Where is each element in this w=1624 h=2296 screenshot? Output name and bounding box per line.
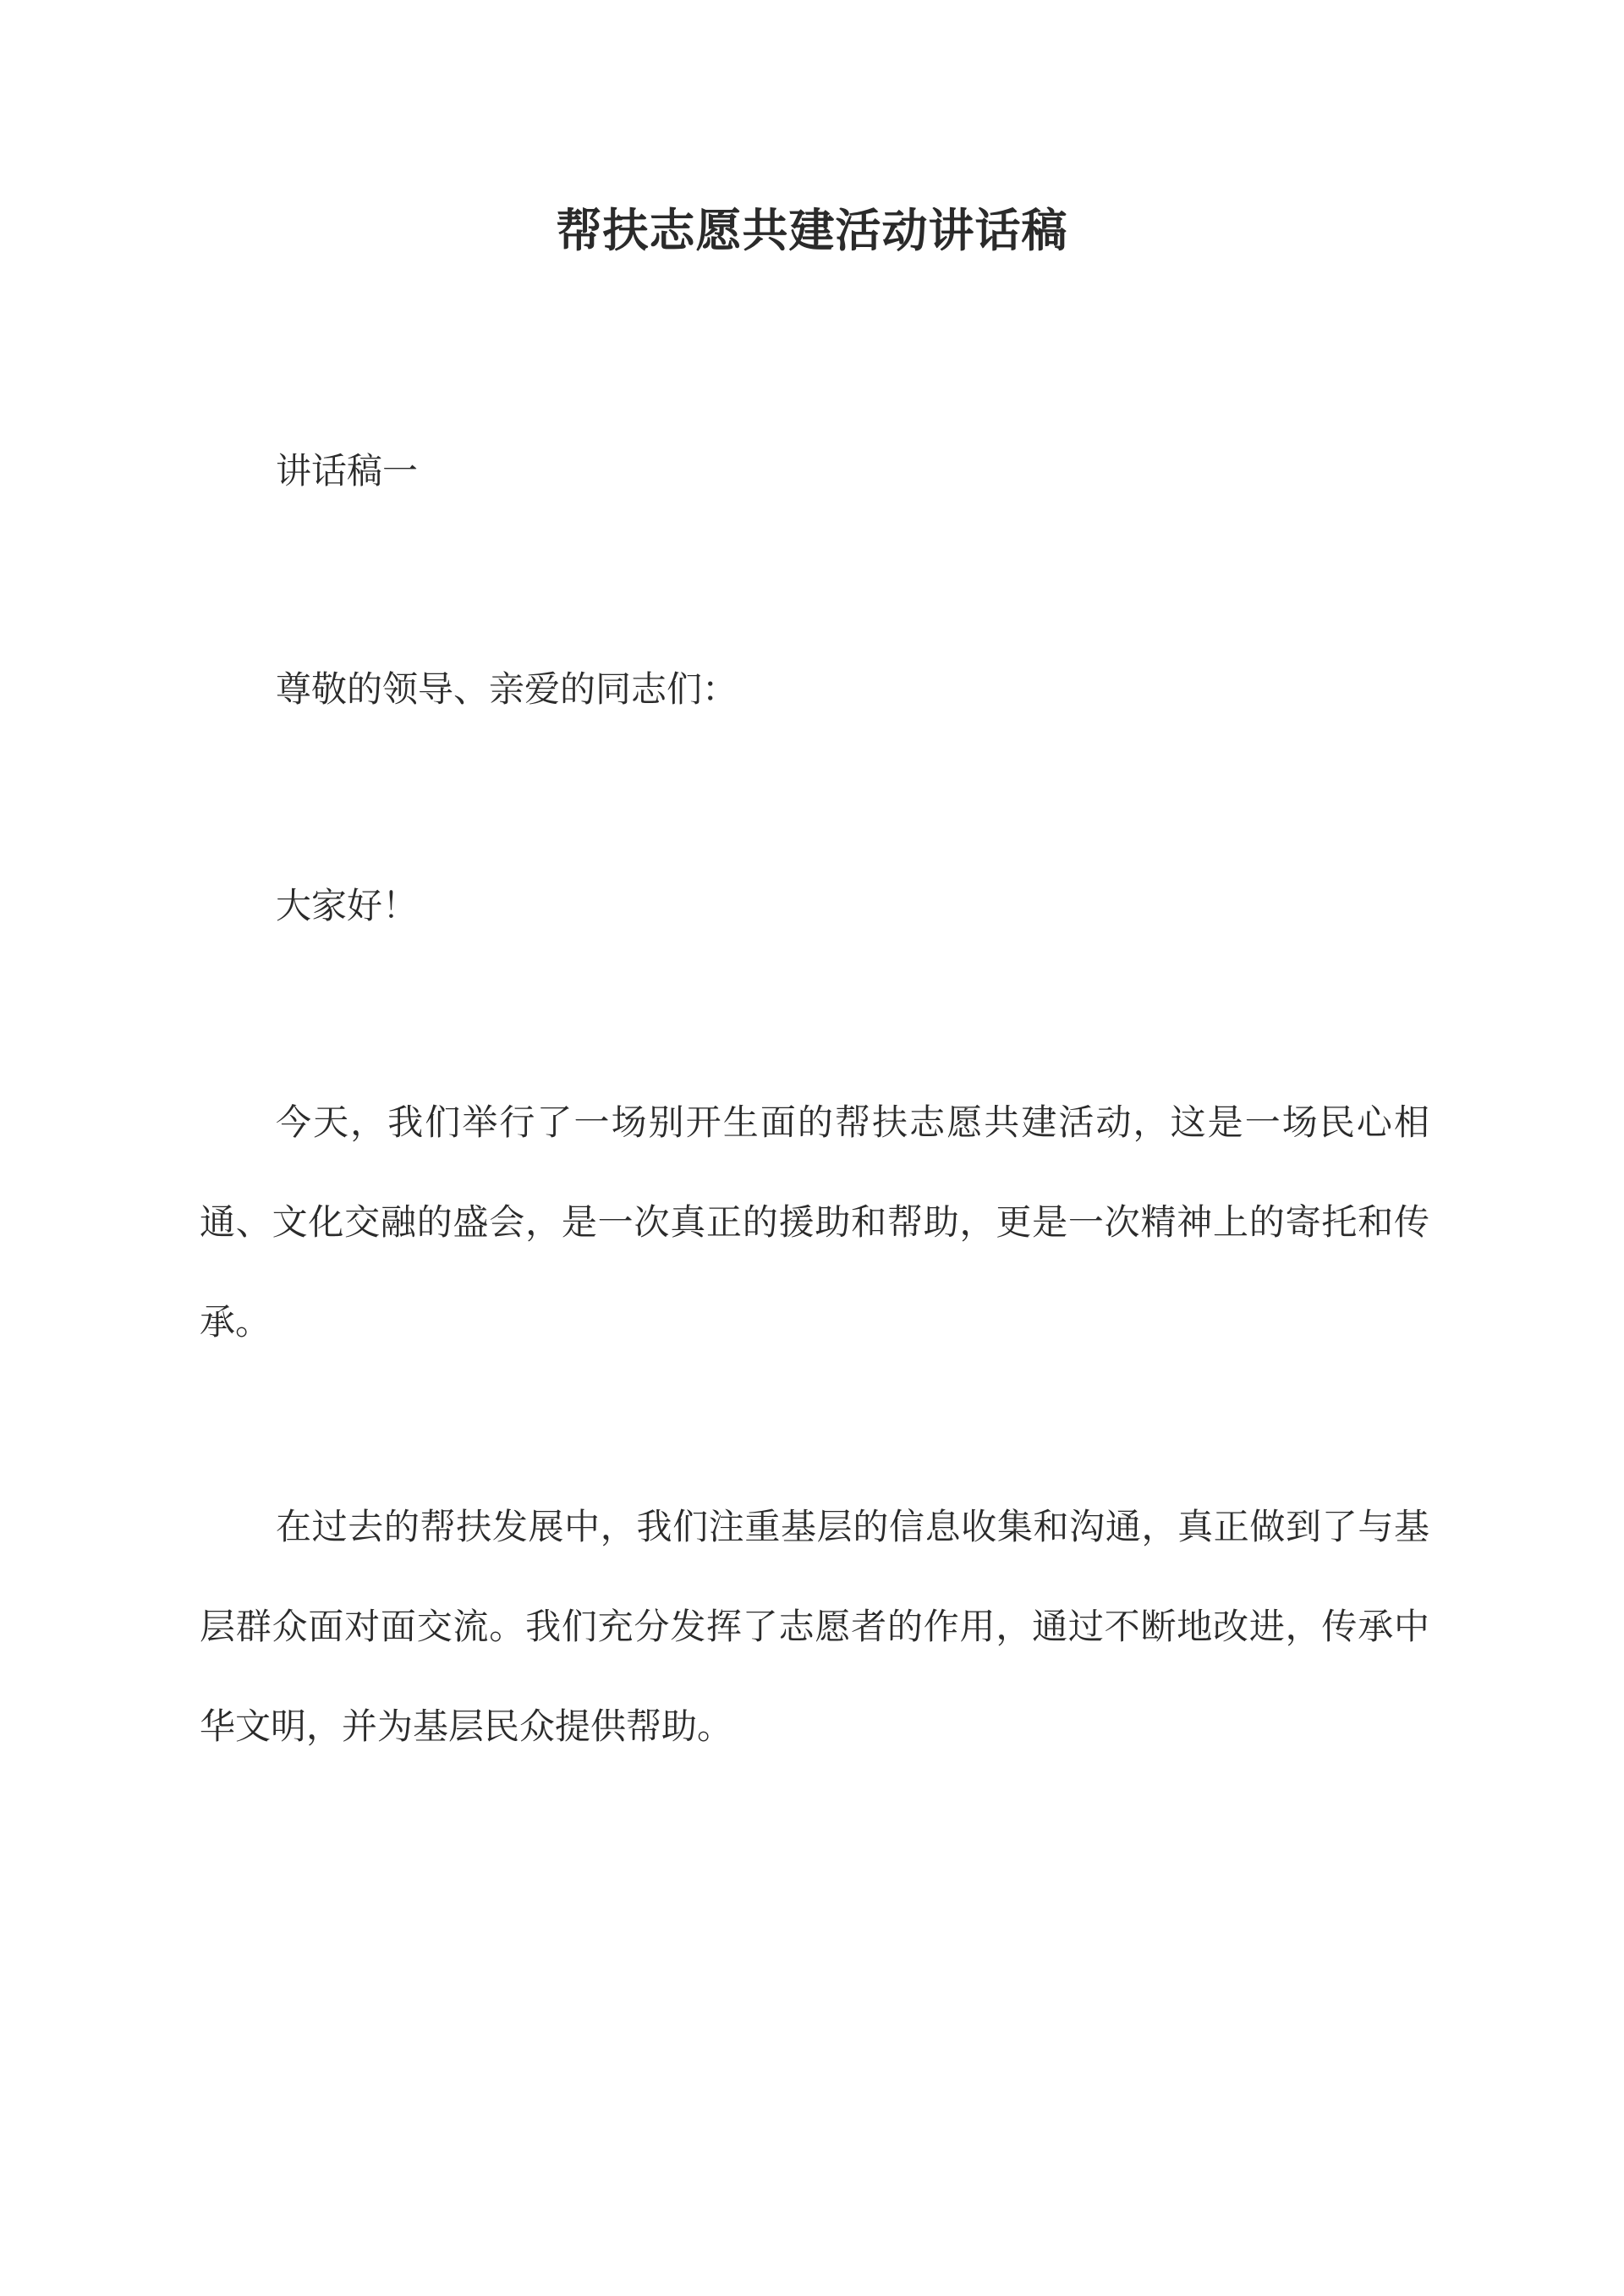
speech-heading: 讲话稿一 bbox=[276, 450, 419, 492]
body-paragraph: 在过去的帮扶发展中，我们注重基层的信息收集和沟通，真正做到了与基层群众面对面交流。我们充分发挥了志愿者的作用，通过不断地改进，传承中华文明，并为基层民众提供帮助。 bbox=[200, 1506, 1429, 1747]
body-paragraph: 今天，我们举行了一场别开生面的帮扶志愿共建活动，这是一场民心相通、文化交融的盛会，是一次真正的援助和帮助，更是一次精神上的寄托和传承。 bbox=[200, 1101, 1429, 1343]
document-title: 帮扶志愿共建活动讲话稿 bbox=[556, 203, 1068, 257]
greeting: 大家好！ bbox=[276, 885, 419, 926]
salutation: 尊敬的领导、亲爱的同志们： bbox=[276, 668, 738, 710]
